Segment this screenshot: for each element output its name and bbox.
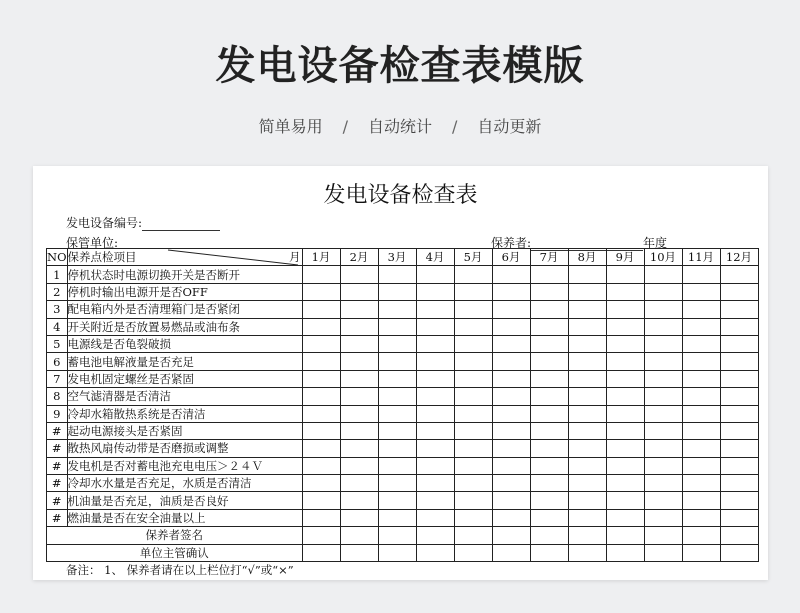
check-item: 发电机固定螺丝是否紧固 (67, 370, 302, 387)
check-cell[interactable] (340, 283, 378, 300)
check-item: 燃油量是否在安全油量以上 (67, 509, 302, 526)
col-no-header: NO (47, 250, 67, 265)
row-number: 4 (47, 318, 68, 335)
check-cell[interactable] (682, 422, 720, 439)
sign-cell[interactable] (530, 527, 568, 544)
check-item: 电源线是否龟裂破损 (67, 335, 302, 352)
check-cell[interactable] (340, 301, 378, 318)
check-cell[interactable] (492, 318, 530, 335)
tagline-item: 自动统计 (367, 117, 432, 136)
check-cell[interactable] (606, 440, 644, 457)
row-number: 2 (47, 283, 68, 300)
table-row (47, 405, 759, 422)
check-cell[interactable] (606, 457, 644, 474)
check-cell[interactable] (378, 370, 416, 387)
row-number: # (47, 457, 68, 474)
check-cell[interactable] (530, 475, 568, 492)
maintainer-sign-row (47, 527, 759, 544)
check-cell[interactable] (644, 388, 682, 405)
month-header: 5月 (454, 249, 492, 266)
check-cell[interactable] (530, 457, 568, 474)
check-cell[interactable] (606, 492, 644, 509)
check-cell[interactable] (568, 492, 606, 509)
check-cell[interactable] (454, 335, 492, 352)
check-cell[interactable] (454, 405, 492, 422)
check-cell[interactable] (568, 353, 606, 370)
check-cell[interactable] (302, 353, 340, 370)
check-cell[interactable] (720, 422, 758, 439)
month-header: 8月 (568, 249, 606, 266)
check-cell[interactable] (606, 475, 644, 492)
check-cell[interactable] (416, 335, 454, 352)
month-header: 12月 (720, 249, 758, 266)
check-cell[interactable] (720, 318, 758, 335)
check-item: 机油量是否充足，油质是否良好 (67, 492, 302, 509)
check-cell[interactable] (378, 492, 416, 509)
check-cell[interactable] (568, 405, 606, 422)
check-cell[interactable] (530, 422, 568, 439)
check-cell[interactable] (720, 283, 758, 300)
col-item-header (67, 249, 302, 266)
table-row (47, 335, 759, 352)
check-cell[interactable] (568, 509, 606, 526)
row-number: # (47, 440, 68, 457)
month-header: 11月 (682, 249, 720, 266)
check-cell[interactable] (454, 509, 492, 526)
check-item: 空气滤清器是否清洁 (67, 388, 302, 405)
checklist-sheet (33, 166, 768, 580)
check-cell[interactable] (606, 353, 644, 370)
check-item: 蓄电池电解液量是否充足 (67, 353, 302, 370)
row-number: 1 (47, 266, 68, 283)
check-cell[interactable] (454, 318, 492, 335)
month-header: 2月 (340, 249, 378, 266)
row-number: 7 (47, 370, 68, 387)
check-cell[interactable] (720, 388, 758, 405)
check-cell[interactable] (416, 370, 454, 387)
check-cell[interactable] (416, 318, 454, 335)
equipment-no-row (66, 214, 220, 231)
check-cell[interactable] (682, 301, 720, 318)
check-cell[interactable] (454, 492, 492, 509)
check-cell[interactable] (644, 353, 682, 370)
check-cell[interactable] (416, 405, 454, 422)
supervisor-confirm-row (47, 544, 759, 561)
check-cell[interactable] (606, 283, 644, 300)
check-cell[interactable] (530, 301, 568, 318)
check-cell[interactable] (568, 422, 606, 439)
check-cell[interactable] (302, 266, 340, 283)
check-cell[interactable] (454, 388, 492, 405)
check-cell[interactable] (492, 301, 530, 318)
check-cell[interactable] (644, 457, 682, 474)
check-cell[interactable] (644, 318, 682, 335)
check-cell[interactable] (682, 388, 720, 405)
sign-cell[interactable] (302, 527, 340, 544)
check-cell[interactable] (454, 457, 492, 474)
check-cell[interactable] (492, 388, 530, 405)
month-header: 3月 (378, 249, 416, 266)
sign-cell[interactable] (378, 544, 416, 561)
sign-cell[interactable] (416, 527, 454, 544)
check-item: 冷却水水量是否充足，水质是否清洁 (67, 475, 302, 492)
equipment-no-label: 发电设备编号: (66, 216, 143, 230)
sign-cell[interactable] (340, 527, 378, 544)
row-number: # (47, 475, 68, 492)
check-cell[interactable] (378, 509, 416, 526)
check-cell[interactable] (530, 335, 568, 352)
check-cell[interactable] (340, 457, 378, 474)
month-header: 1月 (302, 249, 340, 266)
check-cell[interactable] (454, 266, 492, 283)
check-cell[interactable] (378, 422, 416, 439)
check-cell[interactable] (682, 283, 720, 300)
sign-cell[interactable] (720, 527, 758, 544)
check-cell[interactable] (416, 283, 454, 300)
check-cell[interactable] (416, 422, 454, 439)
check-cell[interactable] (454, 283, 492, 300)
tagline-separator: / (452, 117, 458, 136)
check-cell[interactable] (606, 388, 644, 405)
sign-cell[interactable] (568, 544, 606, 561)
table-row (47, 457, 759, 474)
check-cell[interactable] (530, 492, 568, 509)
check-cell[interactable] (568, 335, 606, 352)
sign-cell[interactable] (416, 544, 454, 561)
sign-cell[interactable] (606, 527, 644, 544)
sign-cell[interactable] (378, 527, 416, 544)
check-cell[interactable] (340, 370, 378, 387)
month-header: 4月 (416, 249, 454, 266)
check-cell[interactable] (720, 301, 758, 318)
check-cell[interactable] (454, 440, 492, 457)
sign-cell[interactable] (568, 527, 606, 544)
check-cell[interactable] (682, 405, 720, 422)
check-cell[interactable] (720, 353, 758, 370)
check-cell[interactable] (644, 370, 682, 387)
check-cell[interactable] (720, 475, 758, 492)
check-cell[interactable] (682, 318, 720, 335)
check-cell[interactable] (568, 457, 606, 474)
check-cell[interactable] (416, 440, 454, 457)
check-cell[interactable] (530, 405, 568, 422)
check-cell[interactable] (416, 457, 454, 474)
check-cell[interactable] (492, 283, 530, 300)
table-row (47, 318, 759, 335)
check-cell[interactable] (302, 388, 340, 405)
check-cell[interactable] (492, 266, 530, 283)
check-cell[interactable] (454, 301, 492, 318)
check-cell[interactable] (530, 266, 568, 283)
check-cell[interactable] (720, 405, 758, 422)
check-cell[interactable] (606, 318, 644, 335)
check-cell[interactable] (682, 475, 720, 492)
page-title: 发电设备检查表模版 (215, 43, 585, 89)
sheet-title: 发电设备检查表 (323, 183, 478, 208)
check-cell[interactable] (302, 475, 340, 492)
check-cell[interactable] (644, 475, 682, 492)
check-cell[interactable] (454, 353, 492, 370)
table-row (47, 509, 759, 526)
check-cell[interactable] (568, 301, 606, 318)
check-cell[interactable] (606, 335, 644, 352)
row-number: 8 (47, 388, 68, 405)
check-cell[interactable] (340, 405, 378, 422)
check-item: 冷却水箱散热系统是否清洁 (67, 405, 302, 422)
check-cell[interactable] (682, 266, 720, 283)
check-cell[interactable] (682, 335, 720, 352)
check-cell[interactable] (378, 475, 416, 492)
check-cell[interactable] (606, 301, 644, 318)
check-cell[interactable] (416, 388, 454, 405)
check-cell[interactable] (492, 335, 530, 352)
row-number: # (47, 422, 68, 439)
checklist-table (46, 248, 759, 562)
check-cell[interactable] (682, 509, 720, 526)
check-cell[interactable] (492, 509, 530, 526)
check-cell[interactable] (720, 457, 758, 474)
check-item: 停机状态时电源切换开关是否断开 (67, 266, 302, 283)
check-cell[interactable] (682, 353, 720, 370)
check-cell[interactable] (340, 266, 378, 283)
check-cell[interactable] (606, 422, 644, 439)
check-cell[interactable] (568, 266, 606, 283)
check-cell[interactable] (416, 301, 454, 318)
check-cell[interactable] (492, 475, 530, 492)
check-item: 起动电源接头是否紧固 (67, 422, 302, 439)
check-cell[interactable] (492, 422, 530, 439)
sign-cell[interactable] (454, 544, 492, 561)
table-row (47, 370, 759, 387)
tagline-item: 简单易用 (258, 117, 323, 136)
sign-cell[interactable] (492, 544, 530, 561)
check-cell[interactable] (644, 301, 682, 318)
check-cell[interactable] (378, 318, 416, 335)
check-cell[interactable] (302, 301, 340, 318)
check-cell[interactable] (340, 335, 378, 352)
check-cell[interactable] (720, 440, 758, 457)
sign-cell[interactable] (720, 544, 758, 561)
check-cell[interactable] (530, 370, 568, 387)
check-cell[interactable] (378, 405, 416, 422)
check-cell[interactable] (720, 370, 758, 387)
check-item: 开关附近是否放置易燃品或油布条 (67, 318, 302, 335)
check-cell[interactable] (302, 457, 340, 474)
check-cell[interactable] (340, 353, 378, 370)
check-cell[interactable] (720, 509, 758, 526)
check-cell[interactable] (416, 353, 454, 370)
check-cell[interactable] (492, 492, 530, 509)
row-number: 9 (47, 405, 68, 422)
check-cell[interactable] (416, 266, 454, 283)
check-cell[interactable] (302, 370, 340, 387)
check-cell[interactable] (644, 440, 682, 457)
check-cell[interactable] (340, 475, 378, 492)
row-number: # (47, 492, 68, 509)
check-cell[interactable] (378, 283, 416, 300)
check-cell[interactable] (378, 353, 416, 370)
check-cell[interactable] (682, 492, 720, 509)
check-cell[interactable] (644, 422, 682, 439)
check-cell[interactable] (302, 283, 340, 300)
check-cell[interactable] (530, 318, 568, 335)
check-cell[interactable] (606, 509, 644, 526)
col-item-label: 保养点检项目 (67, 250, 137, 265)
check-cell[interactable] (720, 335, 758, 352)
check-cell[interactable] (644, 509, 682, 526)
check-cell[interactable] (492, 440, 530, 457)
col-month-marker: 月 (289, 250, 301, 264)
check-cell[interactable] (340, 440, 378, 457)
table-row (47, 301, 759, 318)
table-row (47, 353, 759, 370)
check-cell[interactable] (568, 388, 606, 405)
check-cell[interactable] (302, 335, 340, 352)
check-cell[interactable] (682, 457, 720, 474)
equipment-no-blank[interactable] (142, 218, 220, 231)
tagline-separator: / (342, 117, 348, 136)
check-cell[interactable] (378, 266, 416, 283)
check-cell[interactable] (530, 283, 568, 300)
check-cell[interactable] (568, 440, 606, 457)
sign-cell[interactable] (530, 544, 568, 561)
check-cell[interactable] (606, 266, 644, 283)
check-cell[interactable] (340, 492, 378, 509)
check-cell[interactable] (378, 388, 416, 405)
check-item: 散热风扇传动带是否磨损或调整 (67, 440, 302, 457)
table-row (47, 422, 759, 439)
table-row (47, 475, 759, 492)
check-item: 发电机是否对蓄电池充电电压＞２４Ｖ (67, 457, 302, 474)
tagline-item: 自动更新 (477, 117, 542, 136)
check-cell[interactable] (378, 440, 416, 457)
check-cell[interactable] (720, 266, 758, 283)
check-cell[interactable] (644, 266, 682, 283)
check-cell[interactable] (492, 457, 530, 474)
row-number: 6 (47, 353, 68, 370)
check-cell[interactable] (492, 353, 530, 370)
sign-cell[interactable] (606, 544, 644, 561)
check-cell[interactable] (530, 353, 568, 370)
check-cell[interactable] (568, 283, 606, 300)
table-row (47, 440, 759, 457)
tagline (0, 114, 800, 137)
supervisor-confirm-label: 单位主管确认 (47, 544, 303, 561)
sign-cell[interactable] (682, 544, 720, 561)
table-row (47, 388, 759, 405)
check-cell[interactable] (530, 388, 568, 405)
check-cell[interactable] (454, 475, 492, 492)
check-cell[interactable] (378, 301, 416, 318)
check-cell[interactable] (568, 318, 606, 335)
month-header: 10月 (644, 249, 682, 266)
check-cell[interactable] (568, 475, 606, 492)
row-number: 3 (47, 301, 68, 318)
check-item: 配电箱内外是否清理箱门是否紧闭 (67, 301, 302, 318)
check-cell[interactable] (644, 335, 682, 352)
check-cell[interactable] (682, 370, 720, 387)
maintainer-label: 保养者: (491, 236, 532, 250)
month-header: 9月 (606, 249, 644, 266)
check-cell[interactable] (302, 492, 340, 509)
sign-cell[interactable] (492, 527, 530, 544)
check-cell[interactable] (606, 370, 644, 387)
check-cell[interactable] (492, 370, 530, 387)
month-header: 6月 (492, 249, 530, 266)
footnote: 备注： 1、 保养者请在以上栏位打“√”或“×” (66, 563, 294, 577)
table-row (47, 283, 759, 300)
row-number: # (47, 509, 68, 526)
table-header-row (47, 249, 759, 266)
check-cell[interactable] (302, 405, 340, 422)
row-number: 5 (47, 335, 68, 352)
check-cell[interactable] (302, 440, 340, 457)
check-cell[interactable] (340, 422, 378, 439)
check-cell[interactable] (416, 509, 454, 526)
check-cell[interactable] (644, 492, 682, 509)
check-item: 停机时输出电源开是否OFF (67, 283, 302, 300)
check-cell[interactable] (340, 318, 378, 335)
check-cell[interactable] (378, 457, 416, 474)
sign-cell[interactable] (302, 544, 340, 561)
sign-cell[interactable] (454, 527, 492, 544)
check-cell[interactable] (416, 492, 454, 509)
check-cell[interactable] (644, 405, 682, 422)
check-cell[interactable] (340, 388, 378, 405)
month-header: 7月 (530, 249, 568, 266)
sign-cell[interactable] (644, 527, 682, 544)
check-cell[interactable] (454, 370, 492, 387)
unit-label: 保管单位: (66, 236, 119, 250)
check-cell[interactable] (416, 475, 454, 492)
table-row (47, 266, 759, 283)
check-cell[interactable] (530, 440, 568, 457)
check-cell[interactable] (568, 370, 606, 387)
sign-cell[interactable] (340, 544, 378, 561)
check-cell[interactable] (302, 509, 340, 526)
check-cell[interactable] (530, 509, 568, 526)
check-cell[interactable] (302, 422, 340, 439)
check-cell[interactable] (492, 405, 530, 422)
check-cell[interactable] (644, 283, 682, 300)
check-cell[interactable] (606, 405, 644, 422)
check-cell[interactable] (302, 318, 340, 335)
sign-cell[interactable] (682, 527, 720, 544)
check-cell[interactable] (378, 335, 416, 352)
check-cell[interactable] (340, 509, 378, 526)
check-cell[interactable] (720, 492, 758, 509)
check-cell[interactable] (454, 422, 492, 439)
table-row (47, 492, 759, 509)
maintainer-sign-label: 保养者签名 (47, 527, 303, 544)
sign-cell[interactable] (644, 544, 682, 561)
check-cell[interactable] (682, 440, 720, 457)
year-label: 年度 (643, 236, 668, 250)
diagonal-divider (68, 249, 303, 266)
